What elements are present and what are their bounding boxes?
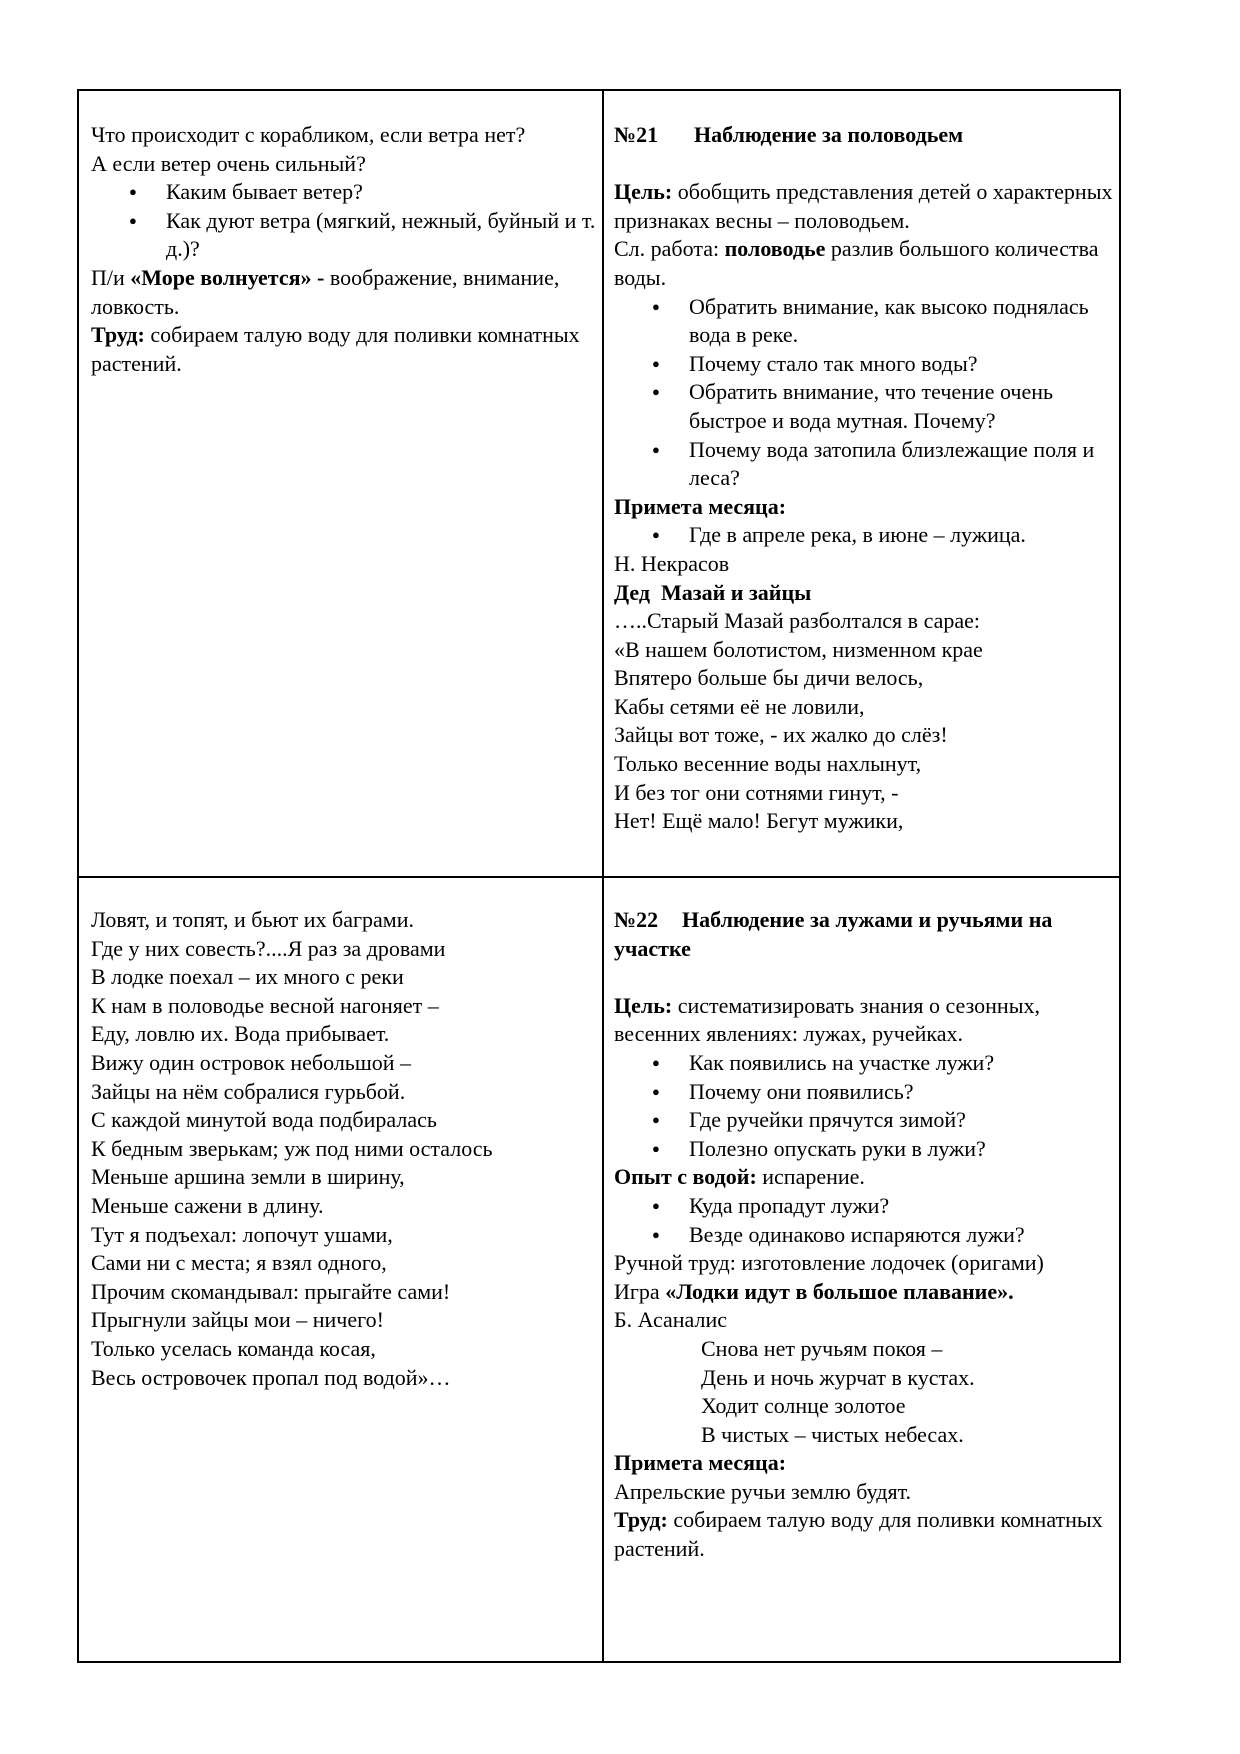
section-number: №22 [614,907,659,932]
poem-line: Весь островочек пропал под водой»… [91,1364,451,1390]
list-item: ● Полезно опускать руки в лужи? [614,1135,1114,1164]
list-item: ● Где ручейки прячутся зимой? [614,1106,1114,1135]
author: Н. Некрасов [614,550,730,576]
poem-line: Впятеро больше бы дичи велось, [614,665,924,691]
question-list [614,1049,1114,1163]
list-item: ● Везде одинаково испаряются лужи? [614,1221,1114,1250]
poem-line: Вижу один островок небольшой – [91,1049,412,1075]
handwork-line: Ручной труд: изготовление лодочек (оригами) [614,1250,1044,1276]
poem-line: Тут я подъехал: лопочут ушами, [91,1221,393,1247]
omen-label: Примета месяца: [614,493,787,519]
poem-line: «В нашем болотистом, низменном крае [614,636,983,662]
experiment-list [614,1192,1114,1249]
lesson-table [77,89,1121,1663]
list-item: ● Куда пропадут лужи? [614,1192,1114,1221]
labor-line: Труд: собираем талую воду для поливки комнатных растений. [91,322,586,376]
author: Б. Асаналис [614,1307,728,1333]
poem-line: Нет! Ещё мало! Бегут мужики, [614,808,904,834]
intro-line: Что происходит с корабликом, если ветра нет? [91,122,526,147]
list-item: ● Каким бывает ветер? [91,178,596,207]
goal-label: Цель: [614,179,673,205]
poem-line: День и ночь журчат в кустах. [701,1364,975,1390]
cell-top-left [91,121,596,378]
poem-line: Сами ни с места; я взял одного, [91,1250,387,1276]
question-list [614,293,1114,493]
goal-label: Цель: [614,992,673,1018]
question-list [91,178,596,264]
poem-line: К нам в половодье весной нагоняет – [91,992,439,1018]
game-name: «Море волнуется» - [130,264,325,290]
poem-line: Ловят, и топят, и бьют их баграми. [91,907,414,932]
list-item: ● Почему стало так много воды? [614,350,1114,379]
cell-bottom-left [91,906,596,1392]
poem-line: Кабы сетями её не ловили, [614,693,865,719]
omen-label: Примета месяца: [614,1450,787,1476]
section-title: №21 Наблюдение за половодьем [614,121,1114,150]
game-line: Игра «Лодки идут в большое плавание». [614,1278,1014,1304]
experiment-line: Опыт с водой: испарение. [614,1164,865,1190]
poem-line: Прыгнули зайцы мои – ничего! [91,1307,384,1333]
poem-line: С каждой минутой вода подбиралась [91,1107,437,1133]
list-item: ● Где в апреле река, в июне – лужица. [614,521,1114,550]
list-item: ● Как дуют ветра (мягкий, нежный, буйный и т. д.)? [91,207,596,264]
poem-line: Меньше сажени в длину. [91,1192,324,1218]
poem-line: Где у них совесть?....Я раз за дровами [91,935,446,961]
list-item: ● Почему они появились? [614,1078,1114,1107]
poem-line: В чистых – чистых небесах. [701,1421,964,1447]
list-item: ● Обратить внимание, что течение очень быстрое и вода мутная. Почему? [614,378,1114,435]
game-line: П/и «Море волнуется» - воображение, внимание, ловкость. [91,264,565,319]
poem-line: И без тог они сотнями гинут, - [614,779,899,805]
list-item: ● Почему вода затопила близлежащие поля и леса? [614,436,1114,493]
poem-line: Снова нет ручьям покоя – [701,1335,943,1361]
poem-line: Только весенние воды нахлынут, [614,751,922,777]
poem-line: В лодке поехал – их много с реки [91,964,404,990]
section-title: №22 Наблюдение за лужами и ручьями на участке [614,907,1053,961]
labor-line: Труд: собираем талую воду для поливки комнатных растений. [614,1507,1109,1562]
omen-text: Апрельские ручьи землю будят. [614,1478,912,1504]
intro-line: А если ветер очень сильный? [91,150,366,176]
experiment-label: Опыт с водой: [614,1164,757,1190]
poem-line: Зайцы на нём собралися гурьбой. [91,1078,406,1104]
labor-label: Труд: [91,322,145,348]
vocab-word: половодье [724,236,826,262]
poem-title: Дед Мазай и зайцы [614,579,812,605]
cell-top-right [614,121,1118,836]
poem-line: К бедным зверькам; уж под ними осталось [91,1135,493,1161]
poem-line: …..Старый Мазай разболтался в сарае: [614,608,981,634]
labor-label: Труд: [614,1507,668,1533]
poem-line: Еду, ловлю их. Вода прибывает. [91,1021,390,1047]
omen-list [614,521,1114,550]
row-divider [79,876,1119,878]
goal-line: Цель: обобщить представления детей о характерных признаках весны – половодьем. [614,179,1118,233]
list-item: ● Обратить внимание, как высоко поднялась вода в реке. [614,293,1114,350]
game-name: «Лодки идут в большое плавание». [665,1278,1014,1304]
poem-line: Только уселась команда косая, [91,1335,376,1361]
section-number: №21 [614,122,659,147]
poem-line: Ходит солнце золотое [701,1393,906,1419]
cell-bottom-right [614,906,1114,1564]
list-item: ● Как появились на участке лужи? [614,1049,1114,1078]
poem-line: Прочим скомандывал: прыгайте сами! [91,1278,451,1304]
goal-line: Цель: систематизировать знания о сезонных, весенних явлениях: лужах, ручейках. [614,992,1046,1047]
poem-line: Зайцы вот тоже, - их жалко до слёз! [614,722,948,748]
vocab-line: Сл. работа: половодье разлив большого количества воды. [614,236,1104,290]
poem-line: Меньше аршина земли в ширину, [91,1164,405,1190]
